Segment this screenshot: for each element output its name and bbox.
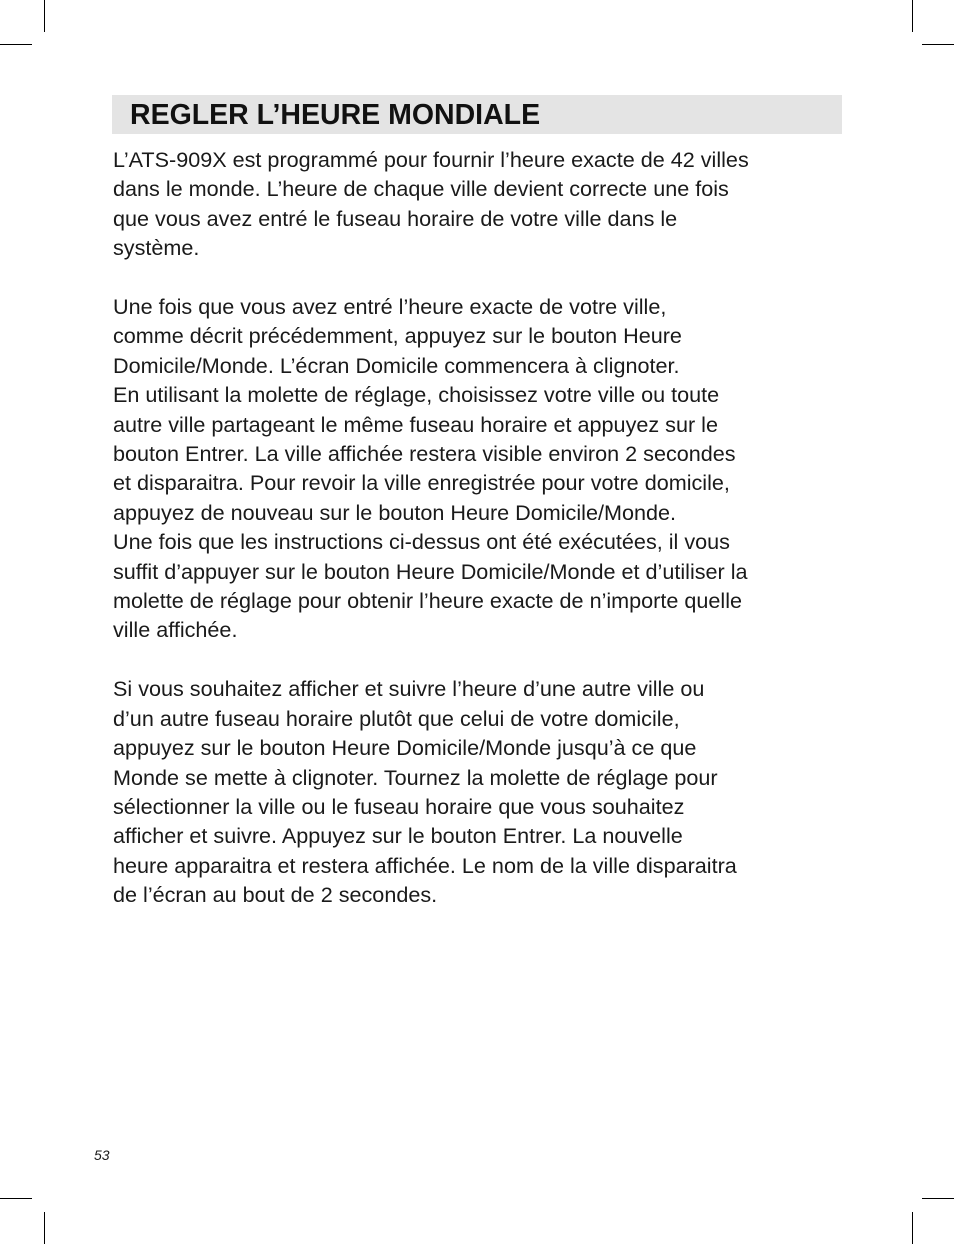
crop-mark-bottom-left-vertical xyxy=(44,1212,45,1244)
crop-mark-top-left-vertical xyxy=(44,0,45,32)
paragraph-home-city: Une fois que vous avez entré l’heure exacte de votre ville, comme décrit précédemment, appuyez sur le bouton Heure Domicile/Monde. L’écran Domicile commencera à clignoter. En utilisant la molette de réglage, choisissez votre ville ou toute autre ville partageant le même fuseau horaire et appuyez sur le bouton Entrer. La ville affichée restera visible environ 2 secondes et disparaitra. Pour revoir la ville enregistrée pour votre domicile, appuyez de nouveau sur le bouton Heure Domicile/Monde. Une fois que les instructions ci-dessus ont été exécutées, il vous suffit d’appuyer sur le bouton Heure Domicile/Monde et d’utiliser la molette de réglage pour obtenir l’heure exacte de n’importe quelle ville affichée. xyxy=(113,294,748,643)
crop-mark-top-right-vertical xyxy=(912,0,913,32)
paragraph-world-city: Si vous souhaitez afficher et suivre l’heure d’une autre ville ou d’un autre fuseau horaire plutôt que celui de votre domicile, appuyez sur le bouton Heure Domicile/Monde jusqu’à ce que Monde se mette à clignoter. Tournez la molette de réglage pour sélectionner la ville ou le fuseau horaire que vous souhaitez afficher et suivre. Appuyez sur le bouton Entrer. La nouvelle heure apparaitra et restera affichée. Le nom de la ville disparaitra de l’écran au bout de 2 secondes. xyxy=(113,676,737,908)
section-title: REGLER L’HEURE MONDIALE xyxy=(130,99,541,131)
crop-mark-bottom-right-vertical xyxy=(912,1212,913,1244)
paragraph-spacer xyxy=(113,645,853,674)
body-text xyxy=(113,145,853,910)
section-title-bar xyxy=(112,95,842,134)
paragraph-intro: L’ATS-909X est programmé pour fournir l’heure exacte de 42 villes dans le monde. L’heure de chaque ville devient correcte une fois que vous avez entré le fuseau horaire de votre ville dans le système. xyxy=(113,147,749,261)
crop-mark-top-right-horizontal xyxy=(922,44,954,45)
crop-mark-top-left-horizontal xyxy=(0,44,32,45)
crop-mark-bottom-left-horizontal xyxy=(0,1198,32,1199)
crop-mark-bottom-right-horizontal xyxy=(922,1198,954,1199)
paragraph-spacer xyxy=(113,263,853,292)
page-number: 53 xyxy=(94,1147,110,1163)
